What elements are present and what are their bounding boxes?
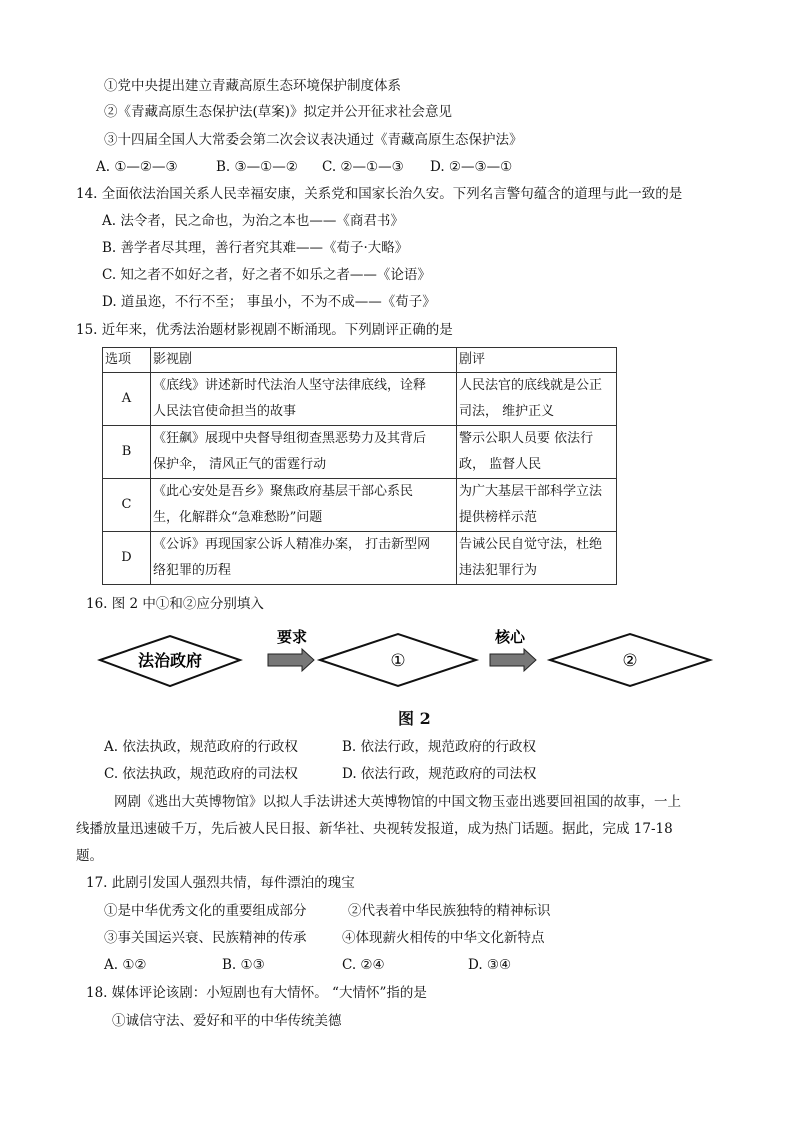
drama-line: 《底线》讲述新时代法治人坚守法律底线，诠释: [153, 378, 427, 393]
q14-option-c: C. 知之者不如好之者，好之者不如乐之者——《论语》: [102, 267, 431, 283]
q18-item-1: ①诚信守法、爱好和平的中华传统美德: [112, 1013, 342, 1029]
q17-item-2: ②代表着中华民族独特的精神标识: [348, 903, 551, 919]
diamond-label-2: ①: [390, 651, 406, 671]
q17-item-4: ④体现薪火相传的中华文化新特点: [342, 930, 545, 946]
diamond-label-3: ②: [622, 651, 638, 671]
drama-line: 《狂飙》展现中央督导组彻查黑恶势力及其背后: [153, 431, 427, 446]
table-header-row: [103, 348, 617, 373]
review-cell: [457, 479, 617, 532]
option-cell: C: [103, 479, 151, 532]
table-header: 选项: [103, 348, 151, 373]
q13-option-b: B. ③—①—②: [216, 159, 298, 175]
review-line: 提供榜样示范: [459, 510, 538, 525]
drama-line: 《公诉》再现国家公诉人精准办案， 打击新型网: [153, 537, 431, 552]
q14-option-a: A. 法令者，民之命也，为治之本也——《商君书》: [102, 213, 404, 229]
option-cell: A: [103, 373, 151, 426]
q16-option-a: A. 依法执政，规范政府的行政权: [104, 739, 298, 755]
review-line: 违法犯罪行为: [459, 563, 538, 578]
option-cell: B: [103, 426, 151, 479]
q16-option-b: B. 依法行政，规范政府的行政权: [342, 739, 537, 755]
drama-line: 生，化解群众“急难愁盼”问题: [153, 510, 323, 525]
arrow-label-2: 核心: [494, 630, 526, 646]
q13-item-1: ①党中央提出建立青藏高原生态环境保护制度体系: [104, 78, 401, 94]
review-cell: [457, 532, 617, 585]
q15-table: [102, 347, 617, 585]
q13-item-3: ③十四届全国人大常委会第二次会议表决通过《青藏高原生态保护法》: [104, 132, 523, 148]
figure-caption: 图 2: [398, 709, 431, 728]
q15-stem: 15. 近年来，优秀法治题材影视剧不断涌现。下列剧评正确的是: [76, 322, 453, 338]
review-cell: [457, 426, 617, 479]
drama-cell: [151, 479, 457, 532]
q17-item-1: ①是中华优秀文化的重要组成部分: [104, 903, 307, 919]
q17-option-c: C. ②④: [342, 957, 385, 973]
drama-cell: [151, 373, 457, 426]
q16-option-d: D. 依法行政，规范政府的司法权: [342, 766, 537, 782]
drama-cell: [151, 532, 457, 585]
review-line: 告诫公民自觉守法，杜绝: [459, 537, 603, 552]
arrow-label-1: 要求: [276, 630, 308, 646]
drama-line: 人民法官使命担当的故事: [153, 404, 297, 419]
arrow-icon: [268, 649, 314, 671]
table-header: 剧评: [457, 348, 617, 373]
option-cell: D: [103, 532, 151, 585]
q17-stem: 17. 此剧引发国人强烈共情，每件漂泊的瑰宝: [86, 875, 355, 891]
q16-option-c: C. 依法执政，规范政府的司法权: [104, 766, 298, 782]
review-line: 司法， 维护正义: [459, 404, 555, 419]
q17-option-d: D. ③④: [468, 957, 512, 973]
q17-option-a: A. ①②: [104, 957, 147, 973]
drama-cell: [151, 426, 457, 479]
q17-item-3: ③事关国运兴衰、民族精神的传承: [104, 930, 307, 946]
table-row: [103, 479, 617, 532]
q16-stem: 16. 图 2 中①和②应分别填入: [86, 596, 264, 612]
review-line: 警示公职人员要 依法行: [459, 431, 594, 446]
arrow-icon: [490, 649, 536, 671]
passage-line-3: 题。: [76, 848, 103, 864]
passage-line-2: 线播放量迅速破千万，先后被人民日报、新华社、央视转发报道，成为热门话题。据此，完成 17-18: [76, 821, 673, 837]
review-cell: [457, 373, 617, 426]
q14-option-d: D. 道虽迩，不行不至； 事虽小，不为不成——《荀子》: [102, 294, 436, 310]
q13-option-c: C. ②—①—③: [322, 159, 404, 175]
table-header: 影视剧: [151, 348, 457, 373]
q13-option-a: A. ①—②—③: [96, 159, 178, 175]
diamond-label-1: 法治政府: [137, 653, 203, 670]
q14-option-b: B. 善学者尽其理，善行者究其难——《荀子·大略》: [102, 240, 409, 256]
table-row: [103, 426, 617, 479]
q18-stem: 18. 媒体评论该剧：小短剧也有大情怀。 “大情怀”指的是: [86, 985, 427, 1001]
table-row: [103, 373, 617, 426]
q17-option-b: B. ①③: [222, 957, 265, 973]
drama-line: 络犯罪的历程: [153, 563, 232, 578]
drama-line: 《此心安处是吾乡》聚焦政府基层干部心系民: [153, 484, 414, 499]
review-line: 人民法官的底线就是公正: [459, 378, 603, 393]
drama-line: 保护伞， 清风正气的雷霆行动: [153, 457, 327, 472]
passage-line-1: 网剧《逃出大英博物馆》以拟人手法讲述大英博物馆的中国文物玉壶出逃要回祖国的故事，一上: [114, 794, 681, 810]
figure-2-diagram: [96, 626, 716, 700]
q13-item-2: ②《青藏高原生态保护法(草案)》拟定并公开征求社会意见: [104, 104, 453, 120]
q13-option-d: D. ②—③—①: [430, 159, 513, 175]
q14-stem: 14. 全面依法治国关系人民幸福安康，关系党和国家长治久安。下列名言警句蕴含的道理与此一致的是: [76, 186, 683, 202]
review-line: 为广大基层干部科学立法: [459, 484, 603, 499]
table-row: [103, 532, 617, 585]
review-line: 政， 监督人民: [459, 457, 542, 472]
